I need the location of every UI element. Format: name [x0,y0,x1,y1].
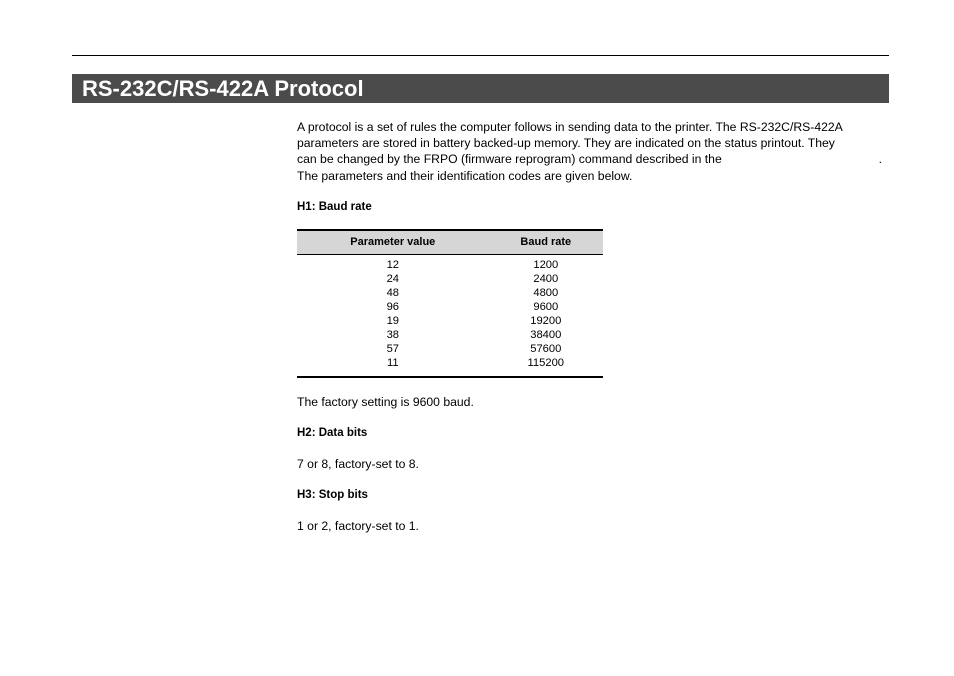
table-row [297,328,603,342]
baud-rate-cell: 115200 [527,357,565,370]
baud-rate-cell: 57600 [530,343,562,356]
intro-line-3 [297,151,882,167]
table-row [297,272,603,286]
table-row [297,314,603,328]
intro-line-4: The parameters and their identification codes are given below. [297,168,633,183]
baud-rate-cell: 38400 [530,329,562,342]
top-rule [72,55,889,56]
column-header-parameter-value: Parameter value [297,230,489,255]
intro-line-3-end: . [878,152,882,167]
heading-stop-bits: H3: Stop bits [297,488,368,501]
table-row [297,342,603,356]
parameter-value-cell: 57 [386,343,400,356]
column-header-baud-rate: Baud rate [489,230,603,255]
parameter-value-cell: 48 [386,287,400,299]
baud-rate-table [297,229,603,378]
baud-rate-cell: 4800 [533,287,559,299]
table-header-row [297,230,603,255]
intro-line-3-text: can be changed by the FRPO (firmware reprogram) command described in the [297,152,722,167]
table-row [297,300,603,314]
table-row [297,356,603,376]
baud-rate-cell: 9600 [533,301,559,314]
page-title: RS-232C/RS-422A Protocol [82,76,364,101]
baud-rate-cell: 1200 [533,258,559,271]
table-row [297,286,603,300]
parameter-value-cell: 12 [386,258,400,271]
baud-rate-cell: 2400 [533,272,559,285]
stop-bits-text: 1 or 2, factory-set to 1. [297,518,419,533]
title-bar [72,74,889,103]
table-row [297,254,603,272]
parameter-value-cell: 38 [386,329,400,342]
parameter-value-cell: 96 [386,301,400,314]
parameter-value-cell: 11 [386,357,399,370]
heading-baud-rate: H1: Baud rate [297,200,372,213]
intro-line-2: parameters are stored in battery backed-up memory. They are indicated on the status printout. They [297,136,835,151]
main-content [297,119,889,533]
intro-paragraph [297,119,889,184]
intro-line-1: A protocol is a set of rules the computer follows in sending data to the printer. The RS-232C/RS-422A [297,120,843,134]
parameter-value-cell: 24 [386,272,400,285]
data-bits-text: 7 or 8, factory-set to 8. [297,456,419,471]
parameter-value-cell: 19 [386,315,400,328]
baud-rate-cell: 19200 [530,315,562,328]
baud-rate-note: The factory setting is 9600 baud. [297,394,474,409]
heading-data-bits: H2: Data bits [297,426,368,439]
